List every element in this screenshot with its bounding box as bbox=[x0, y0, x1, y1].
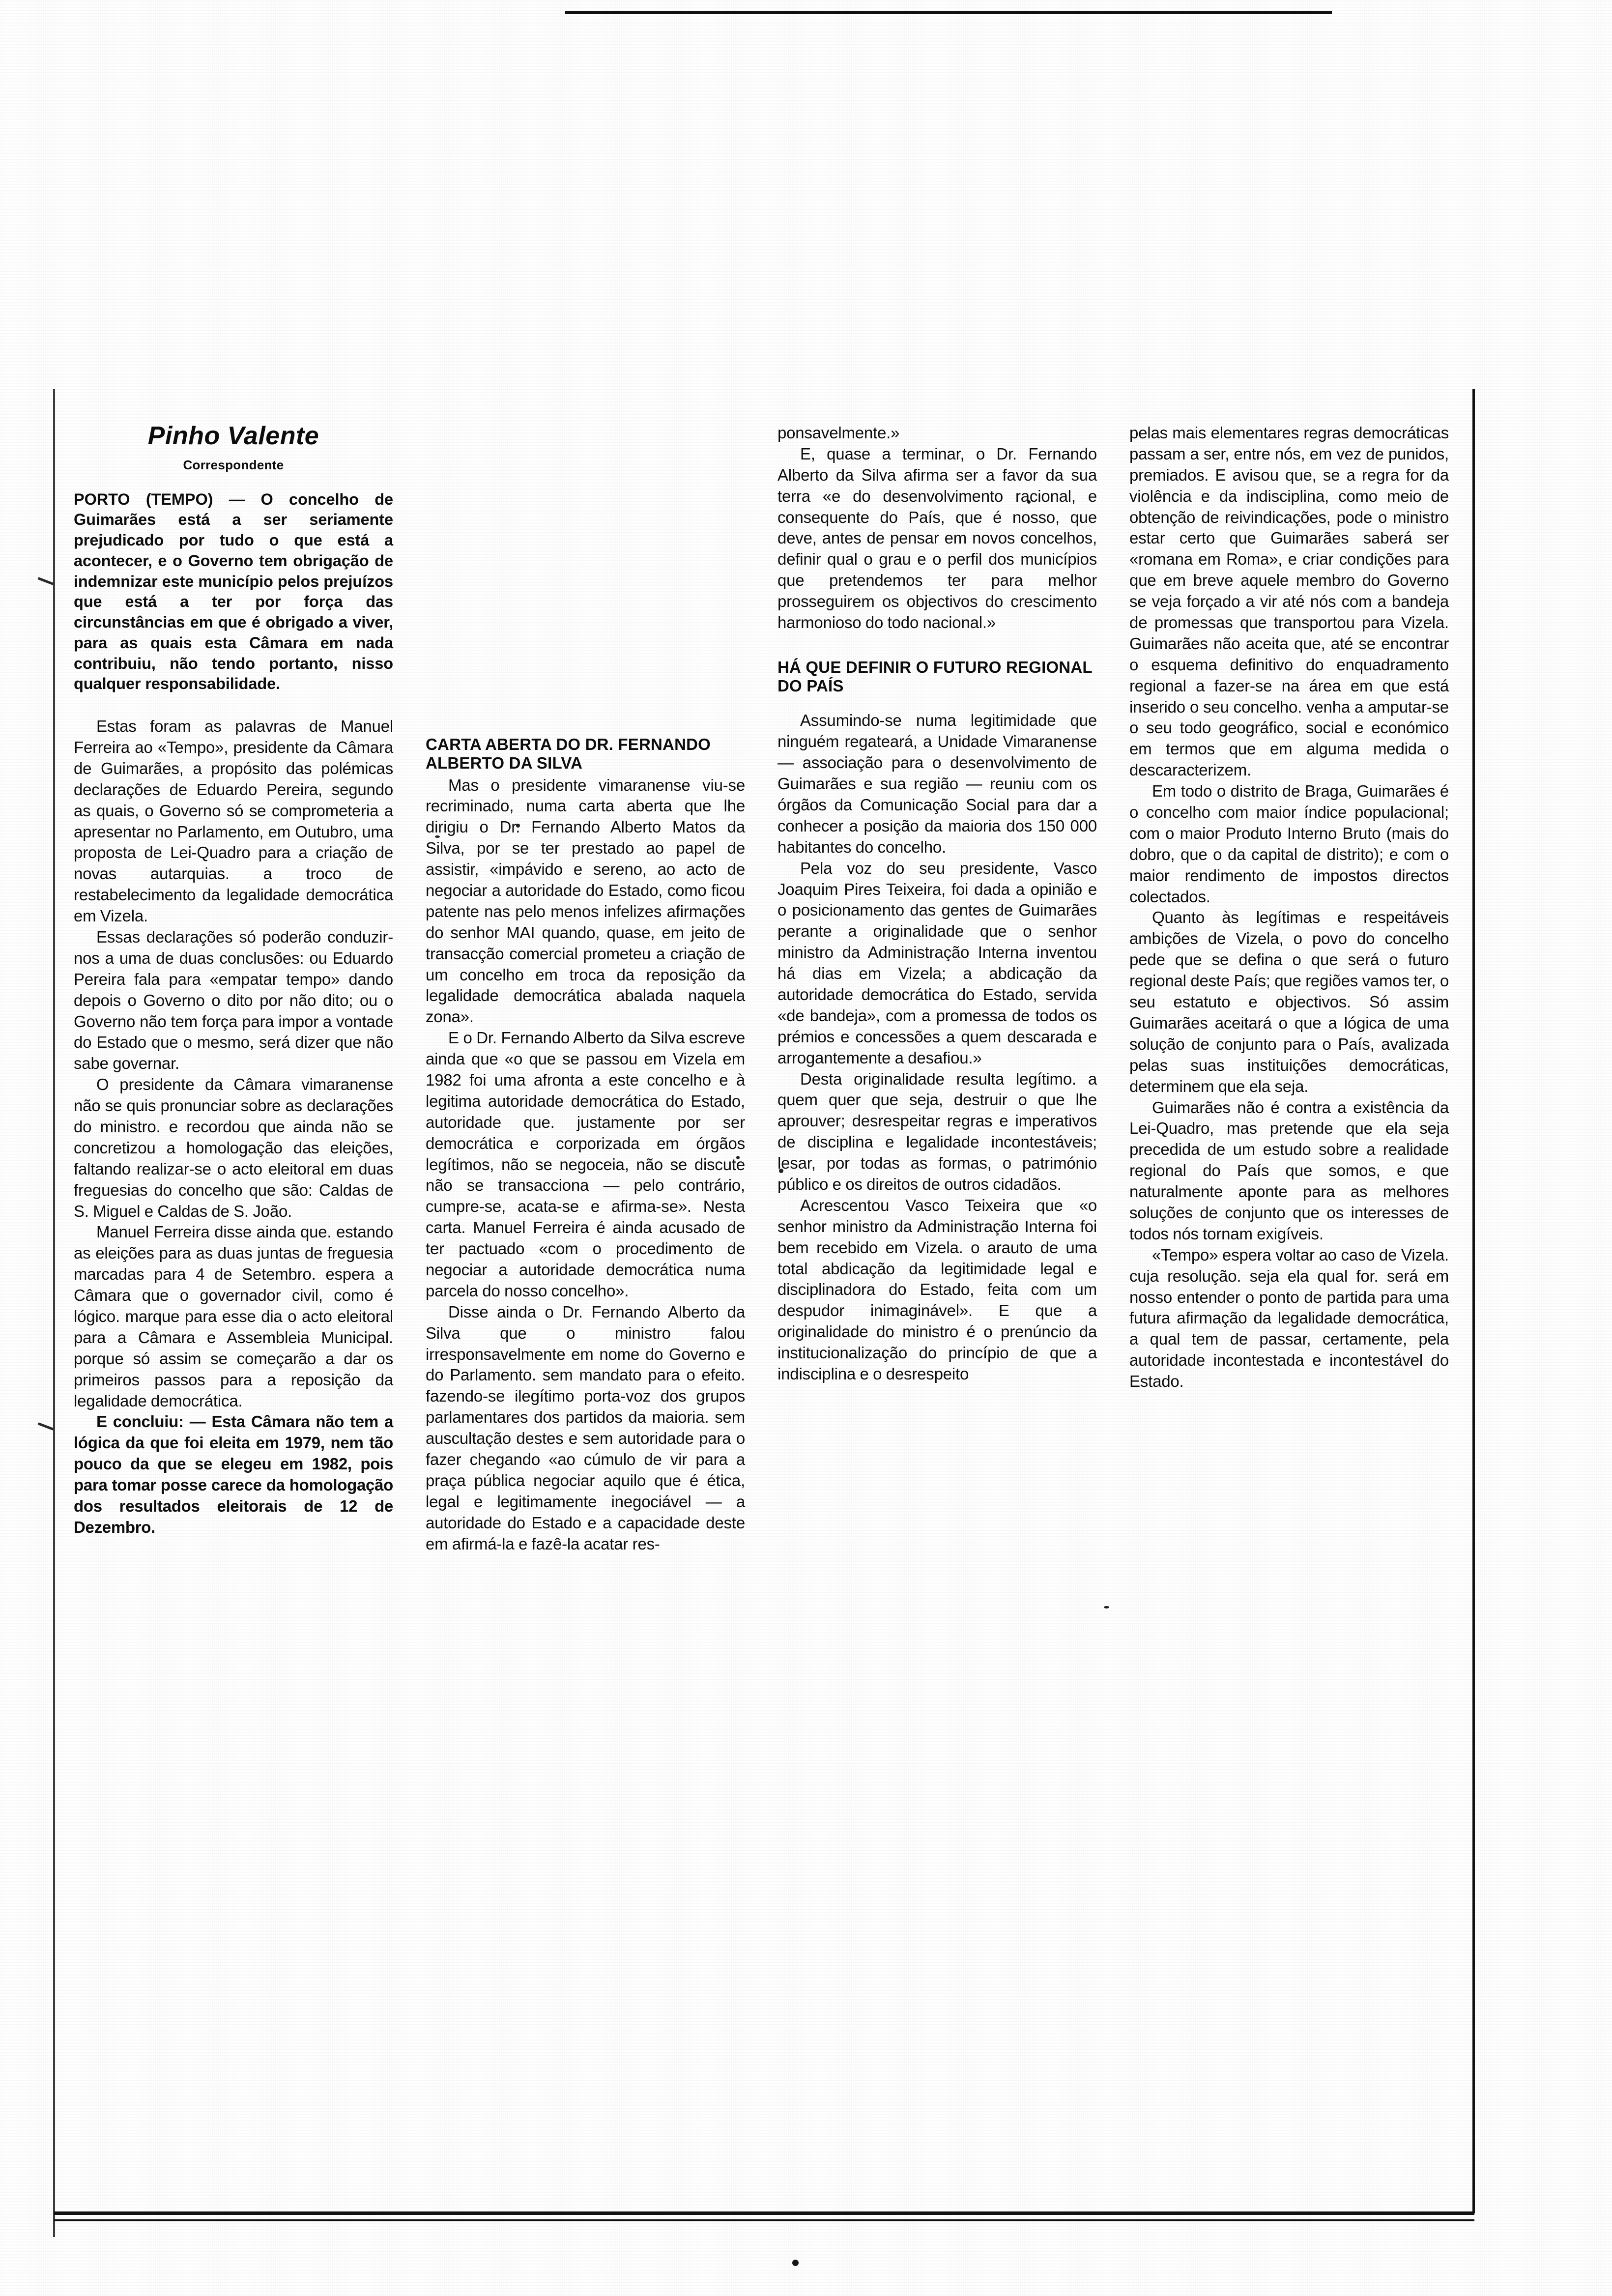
paragraph: Quanto às legítimas e respeitáveis ambições de Vizela, o povo do concelho pede que se defina o que será o futuro regional deste País; que regiões vamos ter, o seu estatuto e objectivos. Só assim Guimarães aceitará o que a lógica de uma solução de conjunto para o País, avalizada pelas suas instituições democráticas, determinem que ela seja. bbox=[1129, 908, 1449, 1095]
paragraph: O presidente da Câmara vimaranense não se quis pronunciar sobre as declarações do ministro. e recordou que ainda não se concretizou a homologação das eleições, faltando realizar-se o acto eleitoral em duas freguesias do concelho que são: Caldas de S. Miguel e Caldas de S. João. bbox=[74, 1075, 393, 1220]
paragraph: Assumindo-se numa legitimidade que ninguém regateará, a Unidade Vimaranense — associação para o desenvolvimento de Guimarães e sua região — reuniu com os órgãos da Comunicação Social para dar a conhecer a posição da maioria dos 150 000 habitantes do concelho. bbox=[777, 711, 1097, 856]
paragraph: Manuel Ferreira disse ainda que. estando as eleições para as duas juntas de freguesia marcadas para 4 de Setembro. espera a Câmara que o governador civil, como é lógico. marque para esse dia o acto eleitoral para a Câmara e Assembleia Municipal. porque só assim se começarão a dar os primeiros passos para a reposição da legalidade democrática. bbox=[74, 1223, 393, 1410]
ink-speck bbox=[1104, 1606, 1109, 1608]
subheading-gap bbox=[777, 697, 1097, 710]
paragraph: Desta originalidade resulta legítimo. a quem quer que seja, destruir o que lhe aprouver; desrespeitar regras e imperativos de disciplina e legalidade incontestáveis; lesar, por todas as formas, o património público e os direitos de outros cidadãos. bbox=[777, 1069, 1097, 1194]
paragraph: E, quase a terminar, o Dr. Fernando Alberto da Silva afirma ser a favor da sua terra «e do desenvolvimento racional, e consequente do País, que é nosso, que deve, antes de pensar em novos concelhos, definir qual o grau e o perfil dos municípios que pretendemos ter para melhor prosseguirem os objectivos do crescimento harmonioso do todo nacional.» bbox=[777, 444, 1097, 632]
bottom-frame-rule bbox=[54, 2211, 1474, 2215]
paragraph: Estas foram as palavras de Manuel Ferreira ao «Tempo», presidente da Câmara de Guimarães, a propósito das polémicas declarações de Eduardo Pereira, segundo as quais, o Governo só se comprometeria a apresentar no Parlamento, em Outubro, uma proposta de Lei-Quadro para a criação de novas autarquias. a troco de restabelecimento da legalidade democrática em Vizela. bbox=[74, 717, 393, 925]
column-2-spacer bbox=[426, 423, 745, 735]
paragraph-continuation: ponsavelmente.» bbox=[777, 424, 900, 442]
paragraph: Essas declarações só poderão conduzir-nos a uma de duas conclusões: ou Eduardo Pereira fala para «empatar tempo» dando depois o Governo o dito por não dito; ou o Governo não tem força para impor a vontade do Estado que o mesmo, será dizer que não sabe governar. bbox=[74, 928, 393, 1073]
paragraph: Pela voz do seu presidente, Vasco Joaquim Pires Teixeira, foi dada a opinião e o posicionamento das gentes de Guimarães perante a originalidade que o senhor ministro da Administração Interna inventou há dias em Vizela; a abdicação da autoridade democrática do Estado, servida «de bandeja», com a promessa de todos os prémios e concessões a quem descarada e arrogantemente a desafiou.» bbox=[777, 859, 1097, 1067]
column-1 bbox=[74, 423, 393, 1554]
registration-mark bbox=[37, 577, 54, 585]
article-lede: PORTO (TEMPO) — O concelho de Guimarães está a ser seriamente prejudicado por tudo o que está a acontecer, e o Governo tem obrigação de indemnizar este município pelos prejuízos que está a ter por força das circunstâncias em que é obrigado a viver, para as quais esta Câmara em nada contribuiu, não tendo portanto, nisso qualquer responsabilidade. bbox=[74, 490, 393, 693]
paragraph: E o Dr. Fernando Alberto da Silva escreve ainda que «o que se passou em Vizela em 1982 foi uma afronta a este concelho e à legitima autoridade democrática do Estado, autoridade que. justamente por ser democrática e corporizada em órgãos legítimos, não se negoceia, não se discute não se transacciona — pelo contrário, cumpre-se, acata-se e afirma-se». Nesta carta. Manuel Ferreira é ainda acusado de ter pactuado «com o procedimento de negociar a autoridade democrática numa parcela do nosso concelho». bbox=[426, 1029, 745, 1300]
paragraph: Disse ainda o Dr. Fernando Alberto da Silva que o ministro falou irresponsavelmente em nome do Governo e do Parlamento. sem mandato para o efeito. fazendo-se ilegítimo porta-voz dos grupos parlamentares dos partidos da maioria. sem auscultação destes e sem autoridade para o fazer chegando «ao cúmulo de vir para a praça pública negociar aquilo que é ética, legal e legitimamente inegociável — a autoridade do Estado e a capacidade deste em afirmá-la e fazê-la acatar res- bbox=[426, 1302, 745, 1553]
top-rule bbox=[565, 11, 1332, 14]
subheading-futuro-regional: HÁ QUE DEFINIR O FUTURO REGIONAL DO PAÍS bbox=[777, 658, 1093, 695]
paragraph: Em todo o distrito de Braga, Guimarães é o concelho com maior índice populacional; com o maior Produto Interno Bruto (mais do dobro, que o da capital de distrito); e com o maior rendimento de impostos directos colectados. bbox=[1129, 782, 1449, 906]
column-2 bbox=[426, 423, 745, 1554]
paragraph-continuation: pelas mais elementares regras democráticas passam a ser, entre nós, em vez de punidos, premiados. E avisou que, se a regra for da violência e da indisciplina, como meio de obtenção de reivindicações, pode o ministro estar certo que Guimarães saberá ser «romana em Roma», e criar condições para que em breve aquele membro do Governo se veja forçado a vir até nós com a bandeja de promessas que transportou para Vizela. Guimarães não aceita que, até se encontrar o esquema definitivo do enquadramento regional a fazer-se na área em que está inserido o seu concelho. venha a amputar-se o seu todo geográfico, social e económico em termos que em alguma medida o descaracterizem. bbox=[1129, 424, 1449, 779]
byline-author-name: Pinho Valente bbox=[147, 422, 319, 450]
paragraph: Guimarães não é contra a existência da Lei-Quadro, mas pretende que ela seja precedida de um estudo sobre a realidade regional do País que somos, e que naturalmente aponte para as melhores soluções de conjunto que os interesses de todos nós tornam exigíveis. bbox=[1129, 1098, 1449, 1243]
paragraph: Acrescentou Vasco Teixeira que «o senhor ministro da Administração Interna foi bem recebido em Vizela. o arauto de uma total abdicação da legitimidade legal e disciplinadora do Estado, feita com um despudor inimaginável». E que a originalidade do ministro é o prenúncio da institucionalização do princípio de que a indisciplina e o desrespeito bbox=[777, 1196, 1097, 1383]
registration-mark bbox=[37, 1422, 54, 1431]
column-4 bbox=[1129, 423, 1449, 1554]
left-frame-rule bbox=[53, 389, 55, 2237]
paragraph-closing-bold: E concluiu: — Esta Câmara não tem a lógica da que foi eleita em 1979, nem tão pouco da que se elegeu em 1982, pois para tomar posse carece da homologação dos resultados eleitorais de 12 de Dezembro. bbox=[74, 1412, 393, 1536]
right-frame-rule bbox=[1472, 389, 1475, 2213]
paragraph: «Tempo» espera voltar ao caso de Vizela. cuja resolução. seja ela qual for. será em nosso entender o ponto de partida para uma futura afirmação da legalidade democrática, a qual tem de passar, certamente, pela autoridade incontestada e incontestável do Estado. bbox=[1129, 1245, 1449, 1391]
column-3 bbox=[777, 423, 1097, 1554]
subheading-carta-aberta: CARTA ABERTA DO DR. FERNANDO ALBERTO DA SILVA bbox=[426, 735, 711, 773]
bottom-frame-rule-secondary bbox=[54, 2219, 1474, 2221]
paragraph: Mas o presidente vimaranense viu-se recriminado, numa carta aberta que lhe dirigiu o Dr. Fernando Alberto Matos da Silva, por se ter prestado ao papel de assistir, «impávido e sereno, ao acto de negociar a autoridade do Estado, como ficou patente nas pelo menos infelizes afirmações do senhor MAI quando, quase, em jeito de transacção comercial prometeu a criação de um concelho em troca da reposição da legalidade democrática abalada naquela zona». bbox=[426, 775, 745, 1026]
byline-author-role: Correspondente bbox=[183, 457, 284, 472]
byline bbox=[74, 423, 393, 473]
article-body bbox=[74, 423, 1450, 1554]
page-dot-mark bbox=[792, 2260, 799, 2266]
